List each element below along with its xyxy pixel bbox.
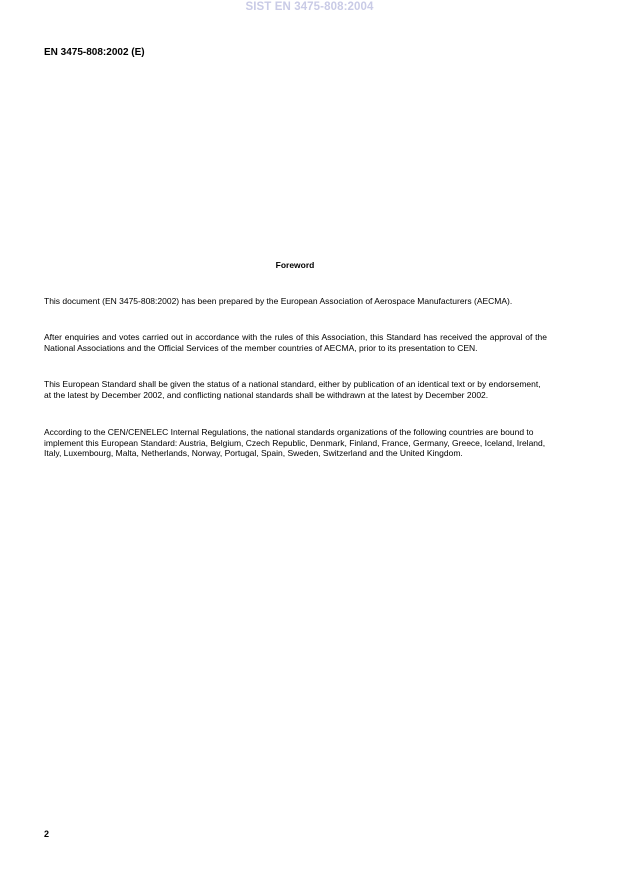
paragraph-preparation: This document (EN 3475-808:2002) has been prepared by the European Association of Aerospace Manufacturers (AECMA). [44, 296, 513, 306]
watermark: SIST EN 3475-808:2004 [245, 1, 374, 13]
document-id-header: EN 3475-808:2002 (E) [44, 47, 145, 58]
paragraph-status: This European Standard shall be given the status of a national standard, either by publication of an identical text or by endorsement, at the latest by December 2002, and conflicting national standards shall be withdrawn at the latest by December 2002. [44, 379, 541, 400]
section-title: Foreword [275, 260, 315, 270]
page-number: 2 [44, 829, 50, 839]
paragraph-approval: After enquiries and votes carried out in accordance with the rules of this Association, this Standard has received the approval of the National Associations and the Official Services of the member countries of AECMA, prior to its presentation to CEN. [44, 332, 547, 353]
paragraph-countries: According to the CEN/CENELEC Internal Regulations, the national standards organizations of the following countries are bound to implement this European Standard: Austria, Belgium, Czech Republic, Denmark, Finland, France, Germany, Greece, Iceland, Ireland, Italy, Luxembourg, Malta, Netherlands, Norway, Portugal, Spain, Sweden, Switzerland and the United Kingdom. [44, 427, 546, 458]
